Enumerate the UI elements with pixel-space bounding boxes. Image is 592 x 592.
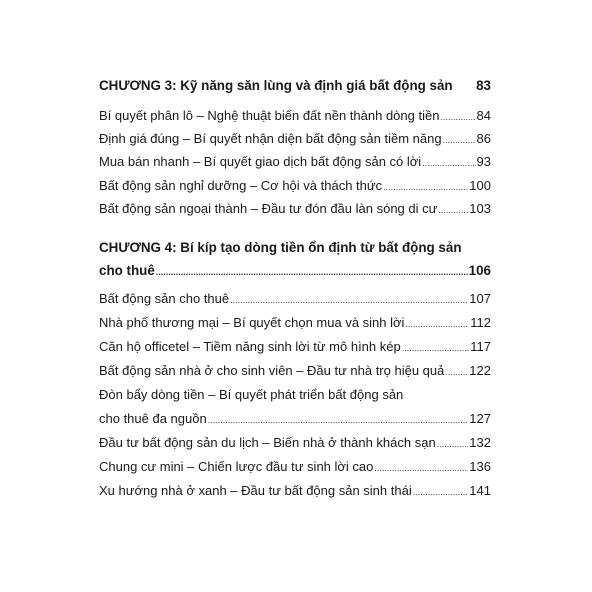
dot-leader (156, 264, 468, 280)
toc-entry[interactable] (99, 435, 491, 452)
toc-entry[interactable] (99, 315, 491, 332)
toc-entry-title: Nhà phố thương mại – Bí quyết chọn mua và sinh lời (99, 315, 405, 330)
toc-entry[interactable] (99, 131, 491, 148)
chapter-3-title: CHƯƠNG 3: Kỹ năng săn lùng và định giá bất động sản (99, 78, 453, 93)
dot-leader (208, 412, 469, 428)
toc-entry-title: Xu hướng nhà ở xanh – Đầu tư bất động sản sinh thái (99, 483, 412, 498)
toc-entry-page: 86 (476, 131, 491, 146)
toc-entry-line2[interactable] (99, 411, 491, 428)
toc-entry-page: 117 (470, 339, 491, 354)
toc-entry-page: 100 (469, 178, 491, 193)
dot-leader (437, 436, 469, 452)
dot-leader (438, 202, 468, 218)
toc-entry[interactable] (99, 363, 491, 380)
toc-entry-page: 122 (469, 363, 491, 378)
toc-entry-title-line1: Đòn bẩy dòng tiền – Bí quyết phát triển bất động sản (99, 387, 404, 402)
chapter-4-title-line2: cho thuê (99, 263, 155, 278)
toc-entry-page: 127 (469, 411, 491, 426)
dot-leader (443, 132, 476, 148)
chapter-3-page: 83 (476, 78, 491, 93)
toc-entry-page: 132 (469, 435, 491, 450)
toc-entry[interactable] (99, 108, 491, 125)
dot-leader (402, 340, 470, 356)
chapter-4-heading-line2[interactable] (99, 263, 491, 280)
toc-entry-title: Bất động sản nghỉ dưỡng – Cơ hội và thách thức (99, 178, 383, 193)
dot-leader (413, 484, 469, 500)
dot-leader (374, 460, 468, 476)
chapter-4-page: 106 (468, 263, 491, 278)
toc-entry-title: Bất động sản cho thuê (99, 291, 230, 306)
toc-entry-page: 103 (469, 201, 491, 216)
toc-entry-title: Bất động sản ngoại thành – Đầu tư đón đầu làn sóng di cư (99, 201, 438, 216)
toc-entry[interactable] (99, 201, 491, 218)
dot-leader (445, 364, 468, 380)
toc-entry-title: Mua bán nhanh – Bí quyết giao dịch bất động sản có lời (99, 154, 422, 169)
dot-leader (405, 316, 469, 332)
toc-entry-title: Đầu tư bất động sản du lịch – Biến nhà ở thành khách sạn (99, 435, 436, 450)
toc-entry-page: 112 (470, 315, 491, 330)
toc-entry-title: Định giá đúng – Bí quyết nhận diện bất động sản tiềm năng (99, 131, 442, 146)
toc-entry[interactable] (99, 483, 491, 500)
chapter-4-title-line1: CHƯƠNG 4: Bí kíp tạo dòng tiền ổn định từ bất động sản (99, 240, 462, 255)
toc-entry[interactable] (99, 178, 491, 195)
toc-entry[interactable] (99, 291, 491, 308)
toc-entry-page: 107 (469, 291, 491, 306)
toc-entry-title: Căn hộ officetel – Tiềm năng sinh lời từ mô hình kép (99, 339, 401, 354)
dot-leader (422, 155, 475, 171)
toc-entry-page: 136 (469, 459, 491, 474)
toc-entry-title: Bất động sản nhà ở cho sinh viên – Đầu tư nhà trọ hiệu quả (99, 363, 445, 378)
toc-entry-page: 84 (476, 108, 491, 123)
dot-leader (230, 292, 468, 308)
toc-entry[interactable] (99, 459, 491, 476)
toc-entry-title: Bí quyết phân lô – Nghệ thuật biến đất nền thành dòng tiền (99, 108, 440, 123)
toc-entry[interactable] (99, 339, 491, 356)
toc-entry-title: Chung cư mini – Chiến lược đầu tư sinh lời cao (99, 459, 374, 474)
chapter-3-heading[interactable] (99, 78, 491, 94)
chapter-4-heading-line1[interactable] (99, 240, 491, 256)
dot-leader (440, 109, 475, 125)
toc-entry-page: 93 (476, 154, 491, 169)
toc-entry-line1[interactable] (99, 387, 491, 403)
dot-leader (383, 179, 468, 195)
toc-entry-title-line2: cho thuê đa nguồn (99, 411, 207, 426)
toc-entry-page: 141 (469, 483, 491, 498)
toc-entry[interactable] (99, 154, 491, 171)
